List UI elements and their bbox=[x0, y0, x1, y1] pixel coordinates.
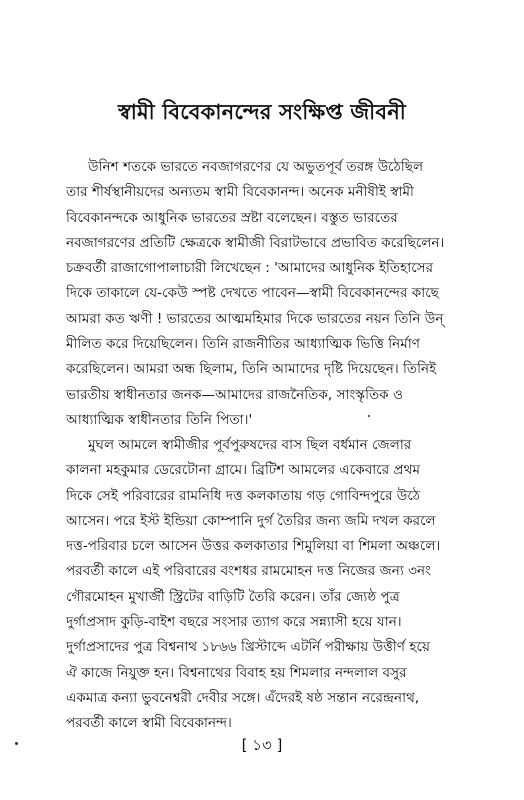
paragraph-line: পরবর্তী কালে এই পরিবারের বংশধর রামমোহন দত্ত নিজের জন্য ৩নং bbox=[66, 563, 431, 580]
paragraph-1 bbox=[66, 155, 470, 433]
paragraph-line: বিবেকানন্দকে আধুনিক ভারতের স্রষ্টা বলেছেন। বস্তুত ভারতের bbox=[66, 209, 398, 226]
paragraph-line: ভারতীয় স্বাধীনতার জনক—আমাদের রাজনৈতিক, সাংস্কৃতিক ও bbox=[66, 386, 404, 403]
paragraph-2 bbox=[66, 433, 470, 737]
scan-speck bbox=[15, 742, 18, 745]
page-number: [ ১৩ ] bbox=[241, 736, 283, 754]
paragraph-line: আসেন। পরে ইস্ট ইন্ডিয়া কোম্পানি দুর্গ তৈরির জন্য জমি দখল করলে bbox=[66, 512, 436, 529]
paragraph-line: মুঘল আমলে স্বামীজীর পূর্বপুরুষদের বাস ছিল বর্ধমান জেলার bbox=[88, 437, 412, 453]
paragraph-line: দুর্গাপ্রসাদের পুত্র বিশ্বনাথ ১৮৬৬ খ্রিস্টাব্দে এটর্নি পরীক্ষায় উত্তীর্ণ হয়ে bbox=[66, 639, 430, 656]
paragraph-line: ঐ কাজে নিযুক্ত হন। বিশ্বনাথের বিবাহ হয় শিমলার নন্দলাল বসুর bbox=[66, 664, 407, 681]
paragraph-line: কালনা মহকুমার ডেরেটোনা গ্রামে। ব্রিটিশ আমলের একেবারে প্রথম bbox=[66, 462, 421, 479]
paragraph-line: একমাত্র কন্যা ভুবনেশ্বরী দেবীর সঙ্গে। এঁদেরই ষষ্ঠ সন্তান নরেন্দ্রনাথ, bbox=[66, 689, 420, 706]
paragraph-line: দুর্গাপ্রসাদ কুড়ি-বাইশ বছরে সংসার ত্যাগ করে সন্ন্যাসী হয়ে যান। bbox=[66, 614, 402, 631]
paragraph-line: আমরা কত ঋণী ! ভারতের আত্মমহিমার দিকে ভারতের নয়ন তিনি উন্ bbox=[66, 310, 444, 327]
paragraph-line: দিকে সেই পরিবারের রামনিধি দত্ত কলকাতায় গড় গোবিন্দপুরে উঠে bbox=[66, 487, 421, 504]
paragraph-line: মীলিত করে দিয়েছিলেন। তিনি রাজনীতির আধ্যাত্মিক ভিত্তি নির্মাণ bbox=[66, 336, 420, 353]
paragraph-line: উনিশ শতকে ভারতে নবজাগরণের যে অভুতপূর্ব তরঙ্গ উঠেছিল bbox=[88, 159, 424, 175]
paragraph-line: গৌরমোহন মুখার্জী স্ট্রিটের বাড়িটি তৈরি করেন। তাঁর জ্যেষ্ঠ পুত্র bbox=[66, 588, 400, 605]
scan-speck bbox=[368, 415, 370, 417]
paragraph-line: চক্রবর্তী রাজাগোপালাচারী লিখেছেন : 'আমাদের আধুনিক ইতিহাসের bbox=[66, 260, 434, 277]
paragraph-line: তার শীর্ষস্থানীয়দের অন্যতম স্বামী বিবেকানন্দ। অনেক মনীষীই স্বামী bbox=[66, 184, 414, 201]
chapter-title: স্বামী বিবেকানন্দের সংক্ষিপ্ত জীবনী bbox=[117, 100, 407, 124]
paragraph-line: নবজাগরণের প্রতিটি ক্ষেত্রকে স্বামীজী বিরাটভাবে প্রভাবিত করেছিলেন। bbox=[66, 234, 445, 251]
paragraph-line: দত্ত-পরিবার চলে আসেন উত্তর কলকাতার শিমুলিয়া বা শিমলা অঞ্চলে। bbox=[66, 538, 441, 555]
paragraph-line: পরবর্তী কালে স্বামী বিবেকানন্দ। bbox=[66, 715, 232, 732]
paragraph-line: করেছিলেন। আমরা অন্ধ ছিলাম, তিনি আমাদের দৃষ্টি দিয়েছেন। তিনিই bbox=[66, 361, 437, 378]
paragraph-line: আধ্যাত্মিক স্বাধীনতার তিনি পিতা।' bbox=[66, 411, 253, 428]
paragraph-line: দিকে তাকালে যে-কেউ স্পষ্ট দেখতে পাবেন—স্বামী বিবেকানন্দের কাছে bbox=[66, 285, 439, 302]
